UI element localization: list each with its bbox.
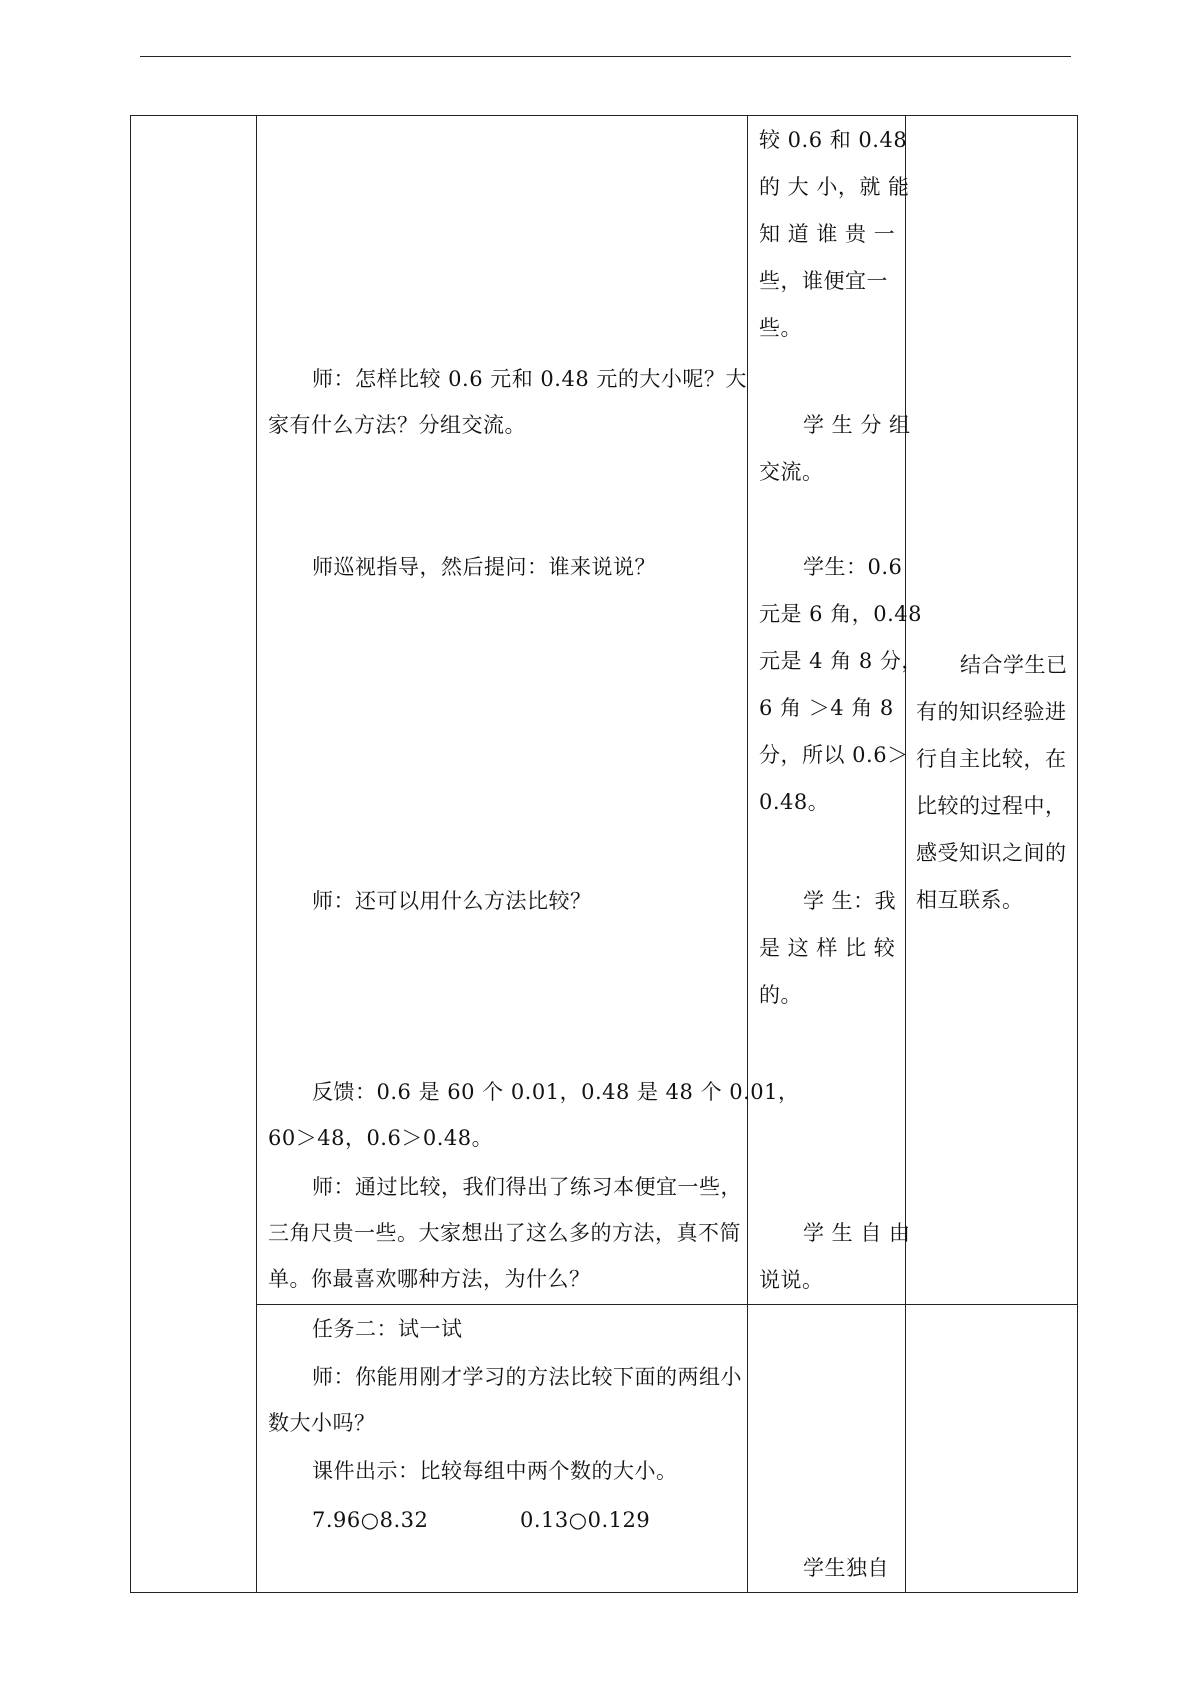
header-rule xyxy=(140,56,1071,57)
student-response-3-line: 0.48。 xyxy=(759,790,830,814)
teacher-summary-line2: 三角尺贵一些。大家想出了这么多的方法，真不简 xyxy=(268,1221,741,1245)
design-note-line: 感受知识之间的 xyxy=(916,841,1067,865)
table-col-divider-2 xyxy=(747,115,748,1593)
design-note-line: 相互联系。 xyxy=(916,888,1024,912)
design-note-line: 结合学生已 xyxy=(960,653,1068,677)
teacher-prompt-line1: 师：你能用刚才学习的方法比较下面的两组小 xyxy=(312,1365,742,1389)
teacher-guidance: 师巡视指导，然后提问：谁来说说？ xyxy=(312,555,656,579)
student-response-5-line: 学 生 自 由 xyxy=(803,1221,911,1245)
design-note-line: 有的知识经验进 xyxy=(916,700,1067,724)
student-response-1-line: 些，谁便宜一 xyxy=(759,269,888,293)
student-response-1-line: 些。 xyxy=(759,316,802,340)
student-response-1-line: 的 大 小，就 能 xyxy=(759,175,910,199)
teacher-question-method: 师：还可以用什么方法比较？ xyxy=(312,889,592,913)
student-response-4-line: 学 生：我 xyxy=(803,889,897,913)
student-response-3-line: 分，所以 0.6＞ xyxy=(759,743,909,767)
table-border-top xyxy=(130,115,1078,116)
table-border-left xyxy=(130,115,131,1593)
feedback-line1: 反馈：0.6 是 60 个 0.01，0.48 是 48 个 0.01， xyxy=(312,1080,800,1104)
student-response-2-line: 学 生 分 组 xyxy=(803,413,911,437)
table-col-divider-1 xyxy=(256,115,257,1593)
comparison-pair-2: 0.13○0.129 xyxy=(520,1508,651,1532)
student-response-1-line: 知 道 谁 贵 一 xyxy=(759,222,896,246)
student-response-2-line: 交流。 xyxy=(759,460,824,484)
teacher-question-line1: 师：怎样比较 0.6 元和 0.48 元的大小呢？大 xyxy=(312,367,747,391)
teacher-question-line2: 家有什么方法？分组交流。 xyxy=(268,413,526,437)
teacher-summary-line1: 师：通过比较，我们得出了练习本便宜一些， xyxy=(312,1175,742,1199)
table-border-right xyxy=(1077,115,1078,1593)
student-response-5-line: 说说。 xyxy=(759,1268,824,1292)
comparison-pair-1: 7.96○8.32 xyxy=(312,1508,429,1532)
teacher-summary-line3: 单。你最喜欢哪种方法，为什么？ xyxy=(268,1267,591,1291)
design-note-line: 行自主比较，在 xyxy=(916,747,1067,771)
task-two-heading: 任务二：试一试 xyxy=(312,1317,463,1341)
table-row-divider xyxy=(256,1304,1078,1305)
design-note-line: 比较的过程中， xyxy=(916,794,1067,818)
student-response-3-line: 学生：0.6 xyxy=(803,555,903,579)
student-response-4-line: 是 这 样 比 较 xyxy=(759,936,896,960)
student-response-3-line: 元是 6 角，0.48 xyxy=(759,602,922,626)
teacher-prompt-line2: 数大小吗？ xyxy=(268,1411,376,1435)
table-col-divider-3 xyxy=(905,115,906,1593)
feedback-line2: 60＞48，0.6＞0.48。 xyxy=(268,1126,494,1150)
student-response-6-line: 学生独自 xyxy=(803,1556,889,1580)
courseware-instruction: 课件出示：比较每组中两个数的大小。 xyxy=(312,1459,678,1483)
table-border-bottom xyxy=(130,1592,1078,1593)
student-response-3-line: 6 角 ＞4 角 8 xyxy=(759,696,894,720)
student-response-4-line: 的。 xyxy=(759,983,802,1007)
student-response-3-line: 元是 4 角 8 分， xyxy=(759,649,923,673)
student-response-1-line: 较 0.6 和 0.48 xyxy=(759,128,908,152)
